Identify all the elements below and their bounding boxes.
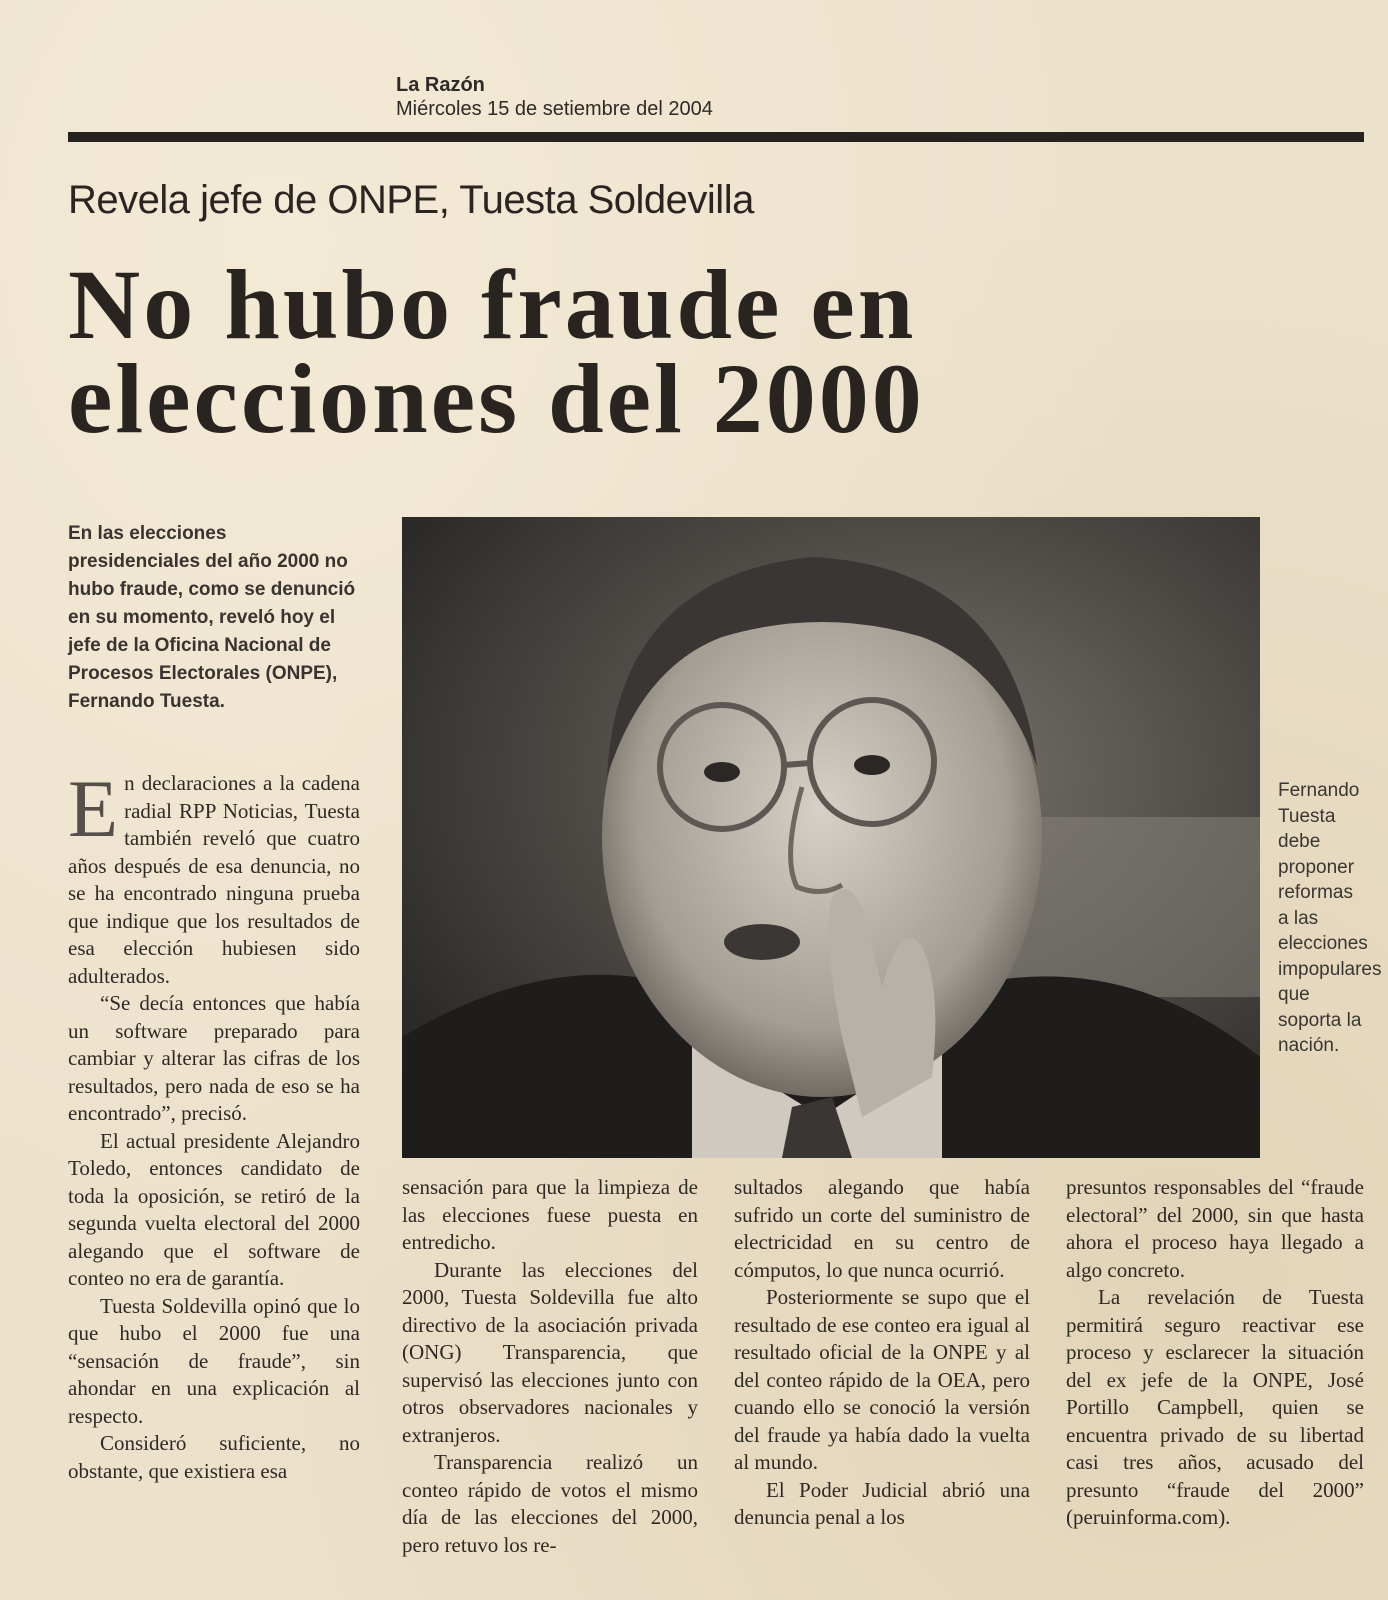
col4-paragraph-2: La revelación de Tuesta permitirá seguro reactivar ese proceso y esclarecer la situación del ex jefe de la ONPE, José Portillo Campbell, quien se encuentra privado de su libertad casi tres años, acusado del presunto “fraude del 2000” (peruinforma.com). (1066, 1285, 1364, 1529)
col1-paragraph-1 (68, 763, 360, 990)
col3-paragraph-3: El Poder Judicial abrió una denuncia penal a los (734, 1477, 1030, 1529)
col3-paragraph-2: Posteriormente se supo que el resultado de ese conteo era igual al resultado oficial de la ONPE y al del conteo rápido de la OEA, pero cuando ello se conoció la versión del fraude ya había dado la vuelta al mundo. (734, 1285, 1030, 1474)
masthead-name: La Razón (396, 74, 485, 96)
col3-paragraph-1: sultados alegando que había sufrido un corte del suministro de electricidad en su centro de cómputos, lo que nunca ocurrió. (734, 1175, 1030, 1282)
headline (68, 249, 1348, 454)
col4-paragraph-1: presuntos responsables del “fraude electoral” del 2000, sin que hasta ahora el proceso haya llegado a algo concreto. (1066, 1175, 1364, 1282)
col1-paragraph-2: “Se decía entonces que había un software preparado para cambiar y alterar las cifras de los resultados, pero nada de eso se ha encontrado”, precisó. (68, 991, 360, 1125)
kicker: Revela jefe de ONPE, Tuesta Soldevilla (68, 178, 754, 222)
headline-line-1: No hubo fraude en (68, 249, 917, 360)
drop-cap: E (68, 763, 119, 854)
col1-paragraph-4: Tuesta Soldevilla opinó que lo que hubo el 2000 fue una “sensación de fraude”, sin ahondar en una explicación al respecto. (68, 1293, 360, 1428)
col1-paragraph-5: Consideró suficiente, no obstante, que existiera esa (68, 1431, 360, 1483)
col1-paragraph-1-text: n declaraciones a la cadena radial RPP Noticias, Tuesta también reveló que cuatro años después de esa denuncia, no se ha encontrado ninguna prueba que indique que los resultados de esa elección hubiesen sido adulterados. (68, 771, 360, 988)
col2-paragraph-1: sensación para que la limpieza de las elecciones fuese puesta en entredicho. (402, 1175, 698, 1254)
body-column-3 (734, 1174, 1030, 1532)
lead-paragraph: En las elecciones presidenciales del año 2000 no hubo fraude, como se denunció en su momento, reveló hoy el jefe de la Oficina Nacional de Procesos Electorales (ONPE), Fernando Tuesta. (68, 523, 356, 712)
headline-line-2: elecciones del 2000 (68, 343, 925, 454)
col2-paragraph-3: Transparencia realizó un conteo rápido de votos el mismo día de las elecciones del 2000, pero retuvo los re- (402, 1450, 698, 1557)
body-column-2 (402, 1174, 698, 1559)
body-column-1 (68, 763, 360, 1485)
col1-paragraph-3: El actual presidente Alejandro Toledo, entonces candidato de toda la oposición, se retiró de la segunda vuelta electoral del 2000 alegando que el software de conteo no era de garantía. (68, 1128, 360, 1290)
masthead-rule (68, 132, 1364, 142)
speaker-photo-illustration (402, 517, 1260, 1158)
photo-caption: Fernando Tuesta debe proponer reformas a las elecciones impopulares que soporta la nación. (1278, 780, 1382, 1056)
col2-paragraph-2: Durante las elecciones del 2000, Tuesta Soldevilla fue alto directivo de la asociación privada (ONG) Transparencia, que supervisó las elecciones junto con otros observadores nacionales y extranjeros. (402, 1257, 698, 1447)
speaker-photo (402, 517, 1260, 1158)
masthead-date: Miércoles 15 de setiembre del 2004 (396, 98, 713, 120)
body-column-4 (1066, 1174, 1364, 1532)
